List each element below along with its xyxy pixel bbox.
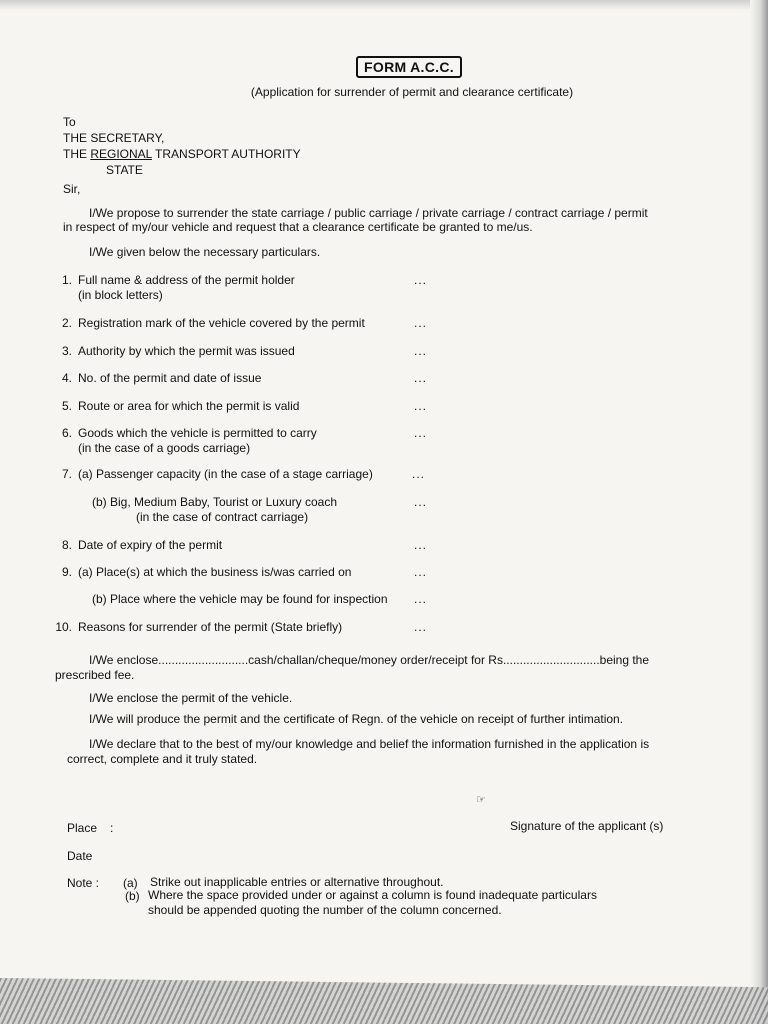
address-to: To bbox=[63, 115, 76, 129]
particular-text: (b) Place where the vehicle may be found for inspection bbox=[92, 592, 388, 606]
note-b-line1: Where the space provided under or against a column is found inadequate particulars bbox=[148, 888, 597, 902]
note-label: Note : bbox=[67, 876, 100, 890]
particular-item bbox=[48, 273, 728, 303]
address-line2-prefix: THE bbox=[63, 147, 91, 161]
signature-label: Signature of the applicant (s) bbox=[510, 819, 664, 833]
note-b-line2: should be appended quoting the number of the column concerned. bbox=[148, 903, 502, 917]
address-line1: THE SECRETARY, bbox=[63, 131, 165, 145]
note-a-marker: (a) bbox=[123, 876, 138, 890]
particular-item bbox=[48, 399, 728, 414]
particular-item bbox=[48, 495, 728, 525]
particular-text: (b) Big, Medium Baby, Tourist or Luxury coach bbox=[92, 495, 337, 509]
declare-line1: I/We declare that to the best of my/our knowledge and belief the information furnished in the application is bbox=[89, 737, 650, 751]
particular-number: 7. bbox=[61, 467, 72, 481]
form-subtitle: (Application for surrender of permit and clearance certificate) bbox=[250, 85, 574, 99]
particular-item bbox=[48, 592, 728, 607]
particular-text: Date of expiry of the permit bbox=[78, 538, 223, 552]
particular-text: Goods which the vehicle is permitted to carry bbox=[78, 426, 317, 440]
particulars-intro: I/We given below the necessary particulars. bbox=[89, 245, 321, 259]
answer-leader-dots: ... bbox=[414, 495, 428, 509]
particular-text: (in the case of a goods carriage) bbox=[78, 441, 251, 455]
enclose-line2: prescribed fee. bbox=[55, 668, 135, 682]
place-label: Place bbox=[67, 821, 98, 835]
particular-number: 10. bbox=[55, 620, 72, 634]
note-a-text: Strike out inapplicable entries or alternative throughout. bbox=[150, 875, 444, 889]
particular-text: Full name & address of the permit holder bbox=[78, 273, 295, 287]
particular-number: 5. bbox=[61, 399, 72, 413]
particular-text: Registration mark of the vehicle covered by the permit bbox=[78, 316, 365, 330]
answer-leader-dots: ... bbox=[414, 565, 428, 579]
scan-right-edge bbox=[750, 0, 768, 1024]
particular-text: Reasons for surrender of the permit (State briefly) bbox=[78, 620, 343, 634]
answer-leader-dots: ... bbox=[414, 538, 428, 552]
particular-number: 3. bbox=[61, 344, 72, 358]
particular-number: 2. bbox=[61, 316, 72, 330]
answer-leader-dots: ... bbox=[414, 273, 428, 287]
address-line2-suffix: TRANSPORT AUTHORITY bbox=[151, 147, 301, 161]
salutation: Sir, bbox=[63, 182, 81, 196]
particular-item bbox=[48, 371, 728, 386]
answer-leader-dots: ... bbox=[414, 620, 428, 634]
particular-item bbox=[48, 565, 728, 580]
particular-number: 8. bbox=[61, 538, 72, 552]
particular-number: 6. bbox=[61, 426, 72, 440]
intro-line2: in respect of my/our vehicle and request that a clearance certificate be granted to me/us. bbox=[63, 220, 533, 234]
address-line3: STATE bbox=[106, 163, 143, 177]
intro-line1: I/We propose to surrender the state carriage / public carriage / private carriage / contract carriage / permit bbox=[89, 206, 648, 220]
particular-item bbox=[48, 316, 728, 331]
scan-top-edge bbox=[0, 0, 768, 10]
enclose-line1: I/We enclose...........................cash/challan/cheque/money order/receipt for Rs.............................being the bbox=[89, 653, 650, 667]
answer-leader-dots: ... bbox=[414, 371, 428, 385]
particular-number: 1. bbox=[61, 273, 72, 287]
address-line2-underlined: REGIONAL bbox=[90, 147, 152, 161]
particular-item bbox=[48, 538, 728, 553]
particular-item bbox=[48, 620, 728, 635]
date-label: Date bbox=[67, 849, 93, 863]
enclose-permit: I/We enclose the permit of the vehicle. bbox=[89, 691, 293, 705]
answer-leader-dots: ... bbox=[414, 316, 428, 330]
hand-pointer-icon: ☞ bbox=[476, 794, 486, 806]
particular-text: No. of the permit and date of issue bbox=[78, 371, 262, 385]
particular-number: 4. bbox=[61, 371, 72, 385]
title-row bbox=[0, 56, 768, 78]
particular-item bbox=[48, 426, 728, 456]
place-colon: : bbox=[110, 821, 114, 835]
produce-statement: I/We will produce the permit and the certificate of Regn. of the vehicle on receipt of further intimation. bbox=[89, 712, 624, 726]
particular-text: (a) Place(s) at which the business is/was carried on bbox=[78, 565, 352, 579]
particular-item bbox=[48, 344, 728, 359]
particular-text: Authority by which the permit was issued bbox=[78, 344, 295, 358]
particular-text: Route or area for which the permit is valid bbox=[78, 399, 300, 413]
particular-number: 9. bbox=[61, 565, 72, 579]
declare-line2: correct, complete and it truly stated. bbox=[67, 752, 258, 766]
answer-leader-dots: ... bbox=[414, 344, 428, 358]
answer-leader-dots: ... bbox=[414, 592, 428, 606]
answer-leader-dots: ... bbox=[414, 426, 428, 440]
address-line2 bbox=[63, 147, 301, 162]
particular-item bbox=[48, 467, 728, 482]
scan-bottom-edge bbox=[0, 978, 768, 1024]
particular-text: (in block letters) bbox=[78, 288, 163, 302]
particular-text: (in the case of contract carriage) bbox=[136, 510, 309, 524]
form-title: FORM A.C.C. bbox=[356, 56, 462, 78]
note-b-marker: (b) bbox=[125, 889, 140, 903]
answer-leader-dots: ... bbox=[412, 467, 426, 481]
particular-text: (a) Passenger capacity (in the case of a stage carriage) bbox=[78, 467, 373, 481]
answer-leader-dots: ... bbox=[414, 399, 428, 413]
